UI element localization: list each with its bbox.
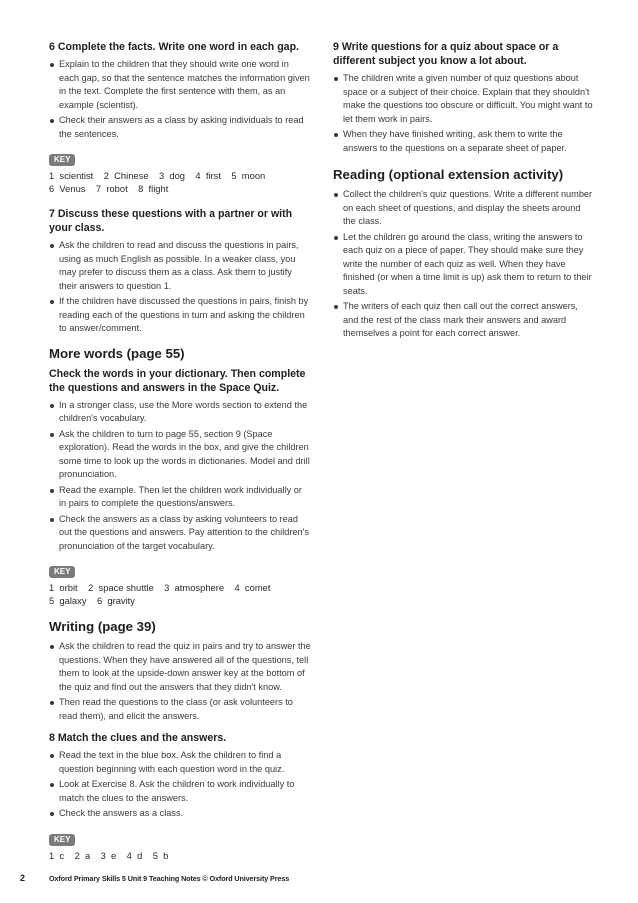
list-item: Check the answers as a class. [49, 807, 311, 821]
key-line: 1 orbit 2 space shuttle 3 atmosphere 4 comet [49, 582, 271, 593]
exercise-6-key [49, 149, 311, 195]
reading-heading: Reading (optional extension activity) [333, 167, 564, 182]
list-item: Check their answers as a class by asking individuals to read the sentences. [49, 114, 311, 141]
page-footer [14, 873, 574, 885]
page-number: 2 [20, 873, 26, 883]
reading-section [333, 167, 593, 341]
more-words-key [49, 561, 311, 607]
list-item: Explain to the children that they should write one word in each gap, so that the sentence matches the information given in the text. Complete the first sentence with them, as an example (scientist). [49, 58, 311, 112]
left-column [49, 40, 311, 874]
right-column [333, 40, 593, 349]
key-badge: KEY [49, 566, 75, 578]
list-item: Read the text in the blue box. Ask the children to find a question beginning with each question word in the quiz. [49, 749, 311, 776]
writing-section [49, 619, 311, 723]
key-line: 5 galaxy 6 gravity [49, 595, 135, 606]
list-item: The writers of each quiz then call out the correct answers, and the rest of the class mark their answers and award themselves a point for each correct answer. [333, 300, 593, 341]
writing-heading: Writing (page 39) [49, 619, 156, 634]
writing-bullets [49, 640, 311, 723]
more-words-subheading: Check the words in your dictionary. Then complete the questions and answers in the Space Quiz. [49, 367, 306, 394]
list-item: In a stronger class, use the More words section to extend the children's vocabulary. [49, 399, 311, 426]
footer-text: Oxford Primary Skills 5 Unit 9 Teaching Notes © Oxford University Press [49, 874, 290, 883]
list-item: Let the children go around the class, writing the answers to each quiz on a piece of paper. They should make sure they write the number of each quiz as well. When they have finished (or when a time limit is up) ask them to return to their seats. [333, 231, 593, 299]
exercise-7-bullets [49, 239, 311, 336]
key-badge: KEY [49, 154, 75, 166]
more-words-heading: More words (page 55) [49, 345, 185, 361]
list-item: Ask the children to read the quiz in pairs and try to answer the questions. When they have answered all of the questions, tell them to look at the upside-down answer key at the bottom of the quiz and find out the answers that they didn't know. [49, 640, 311, 694]
exercise-8-key [49, 829, 311, 862]
exercise-6-bullets [49, 58, 311, 141]
exercise-9-bullets [333, 72, 593, 155]
list-item: If the children have discussed the questions in pairs, finish by reading each of the questions in turn and asking the children to answer/comment. [49, 295, 311, 336]
list-item: Check the answers as a class by asking volunteers to read out the questions and answers. Pay attention to the children's pronunciation of the target vocabulary. [49, 513, 311, 554]
list-item: The children write a given number of quiz questions about space or a subject of their choice. Explain that they shouldn't make the questions too obscure or difficult. You might want to let them work in pairs. [333, 72, 593, 126]
reading-bullets [333, 188, 593, 341]
exercise-8 [49, 731, 311, 862]
exercise-8-bullets [49, 749, 311, 821]
exercise-8-heading: 8 Match the clues and the answers. [49, 732, 227, 744]
key-badge: KEY [49, 834, 75, 846]
key-line: 6 Venus 7 robot 8 flight [49, 183, 169, 194]
key-line: 1 scientist 2 Chinese 3 dog 4 first 5 moon [49, 170, 266, 181]
key-line: 1 c 2 a 3 e 4 d 5 b [49, 849, 169, 861]
exercise-7-heading: 7 Discuss these questions with a partner or with your class. [49, 208, 293, 234]
list-item: Read the example. Then let the children work individually or in pairs to complete the questions/answers. [49, 484, 311, 511]
exercise-6 [49, 40, 311, 195]
more-words-bullets [49, 399, 311, 554]
list-item: Ask the children to read and discuss the questions in pairs, using as much English as possible. In a weaker class, you may prefer to discuss them as a class. Ask them to justify their answers to question 1. [49, 239, 311, 293]
list-item: Then read the questions to the class (or ask volunteers to read them), and elicit the answers. [49, 696, 311, 723]
exercise-9-heading: 9 Write questions for a quiz about space or a different subject you know a lot about. [333, 41, 559, 67]
list-item: Look at Exercise 8. Ask the children to work individually to match the clues to the answers. [49, 778, 311, 805]
exercise-7 [49, 207, 311, 336]
more-words-section [49, 346, 311, 608]
exercise-6-heading: 6 Complete the facts. Write one word in each gap. [49, 41, 299, 53]
list-item: Collect the children's quiz questions. Write a different number on each sheet of questions, and display the sheets around the class. [333, 188, 593, 229]
list-item: Ask the children to turn to page 55, section 9 (Space exploration). Read the words in the box, and give the children some time to look up the words in dictionaries. Model and drill pronunciation. [49, 428, 311, 482]
exercise-9 [333, 40, 593, 155]
list-item: When they have finished writing, ask them to write the answers to the questions on a separate sheet of paper. [333, 128, 593, 155]
